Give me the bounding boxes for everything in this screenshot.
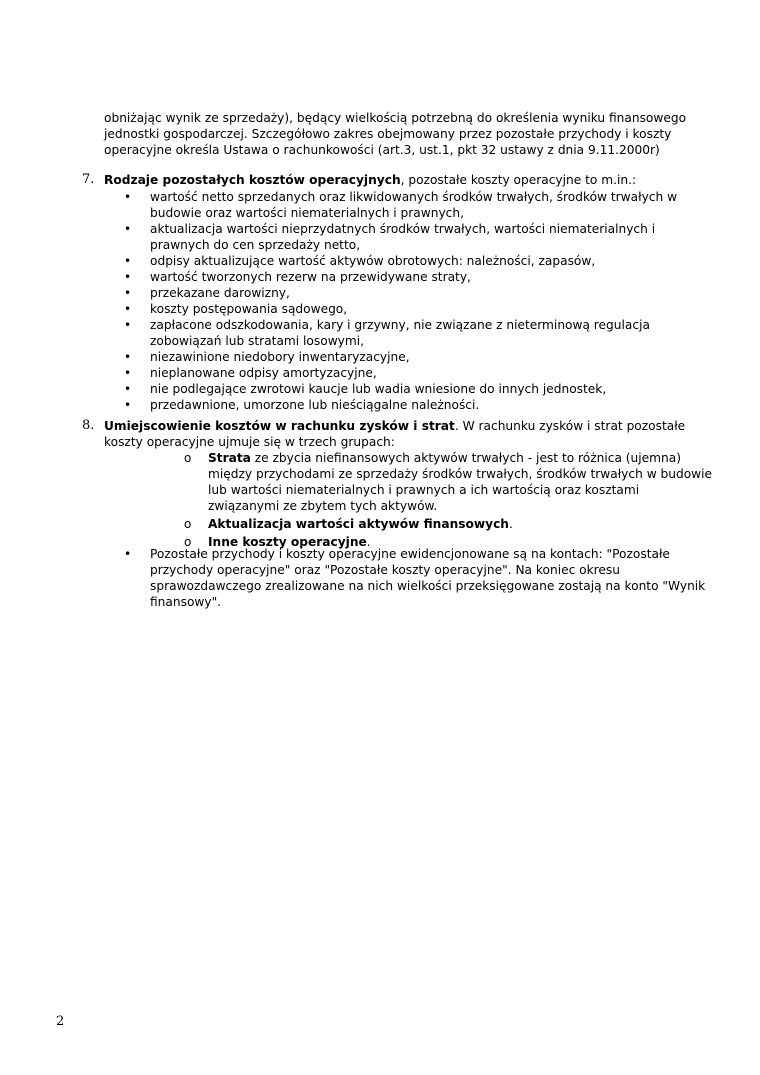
section-8-text xyxy=(104,418,712,450)
section-7-text xyxy=(104,172,712,188)
section-8-sublist xyxy=(184,450,714,552)
list-item: o Aktualizacja wartości aktywów finansowych. xyxy=(184,517,513,531)
bullet-icon: • xyxy=(124,398,132,412)
list-item: • nie podlegające zwrotowi kaucje lub wadia wniesione do innych jednostek, xyxy=(124,382,607,396)
section-7-title: Rodzaje pozostałych kosztów operacyjnych xyxy=(104,173,401,187)
list-item: • Pozostałe przychody i koszty operacyjne ewidencjonowane są na kontach: "Pozostałe przychody operacyjne" oraz "Pozostałe koszty operacyjne". Na koniec okresu sprawozdawczego zrealizowane na nich wielkości przeksięgowane zostają na konto "Wynik finansowy". xyxy=(124,547,706,609)
bullet-icon: • xyxy=(124,254,132,268)
bullet-icon: • xyxy=(124,302,132,316)
bullet-icon: • xyxy=(124,286,132,300)
list-item: • koszty postępowania sądowego, xyxy=(124,302,348,316)
list-item: • odpisy aktualizujące wartość aktywów obrotowych: należności, zapasów, xyxy=(124,254,596,268)
section-8-list xyxy=(124,546,714,610)
page-number: 2 xyxy=(56,1014,65,1029)
list-item: • przekazane darowizny, xyxy=(124,286,290,300)
list-item: • niezawinione niedobory inwentaryzacyjne, xyxy=(124,350,410,364)
bullet-icon: • xyxy=(124,350,132,364)
circle-bullet-icon: o xyxy=(184,535,192,549)
bullet-icon: • xyxy=(124,318,132,332)
bullet-icon: • xyxy=(124,547,132,561)
circle-bullet-icon: o xyxy=(184,517,192,531)
section-7-rest: , pozostałe koszty operacyjne to m.in.: xyxy=(400,173,637,187)
intro-paragraph: obniżając wynik ze sprzedaży), będący wielkością potrzebną do określenia wyniku finansowego jednostki gospodarczej. Szczegółowo zakres obejmowany przez pozostałe przychody i koszty operacyjne określa Ustawa o rachunkowości (art.3, ust.1, pkt 32 ustawy z dnia 9.11.2000r) xyxy=(104,111,687,157)
list-item: • aktualizacja wartości nieprzydatnych środków trwałych, wartości niematerialnych i prawnych do cen sprzedaży netto, xyxy=(124,222,656,252)
list-item: o Inne koszty operacyjne. xyxy=(184,535,371,549)
section-8-rest: . W rachunku zysków i strat pozostałe koszty operacyjne ujmuje się w trzech grupach: xyxy=(104,419,686,449)
list-item: • zapłacone odszkodowania, kary i grzywny, nie związane z nieterminową regulacja zobowiązań lub stratami losowymi, xyxy=(124,318,650,348)
list-item: o Strata ze zbycia niefinansowych aktywów trwałych - jest to różnica (ujemna) między przychodami ze sprzedaży środków trwałych, środków trwałych w budowie lub wartości niematerialnych i prawnych a ich wartością oraz kosztami związanymi ze zbytem tych aktywów. xyxy=(184,451,713,513)
section-8-number: 8. xyxy=(82,418,95,433)
circle-bullet-icon: o xyxy=(184,451,192,465)
bullet-icon: • xyxy=(124,270,132,284)
bullet-icon: • xyxy=(124,366,132,380)
list-item: • wartość netto sprzedanych oraz likwidowanych środków trwałych, środków trwałych w budowie oraz wartości niematerialnych i prawnych, xyxy=(124,190,678,220)
section-8-title: Umiejscowienie kosztów w rachunku zysków i strat xyxy=(104,419,455,433)
list-item: • nieplanowane odpisy amortyzacyjne, xyxy=(124,366,377,380)
section-7-list xyxy=(124,189,694,413)
bullet-icon: • xyxy=(124,222,132,236)
section-7-number: 7. xyxy=(82,172,95,187)
bullet-icon: • xyxy=(124,190,132,204)
list-item: • wartość tworzonych rezerw na przewidywane straty, xyxy=(124,270,471,284)
bullet-icon: • xyxy=(124,382,132,396)
list-item: • przedawnione, umorzone lub nieściągalne należności. xyxy=(124,398,480,412)
